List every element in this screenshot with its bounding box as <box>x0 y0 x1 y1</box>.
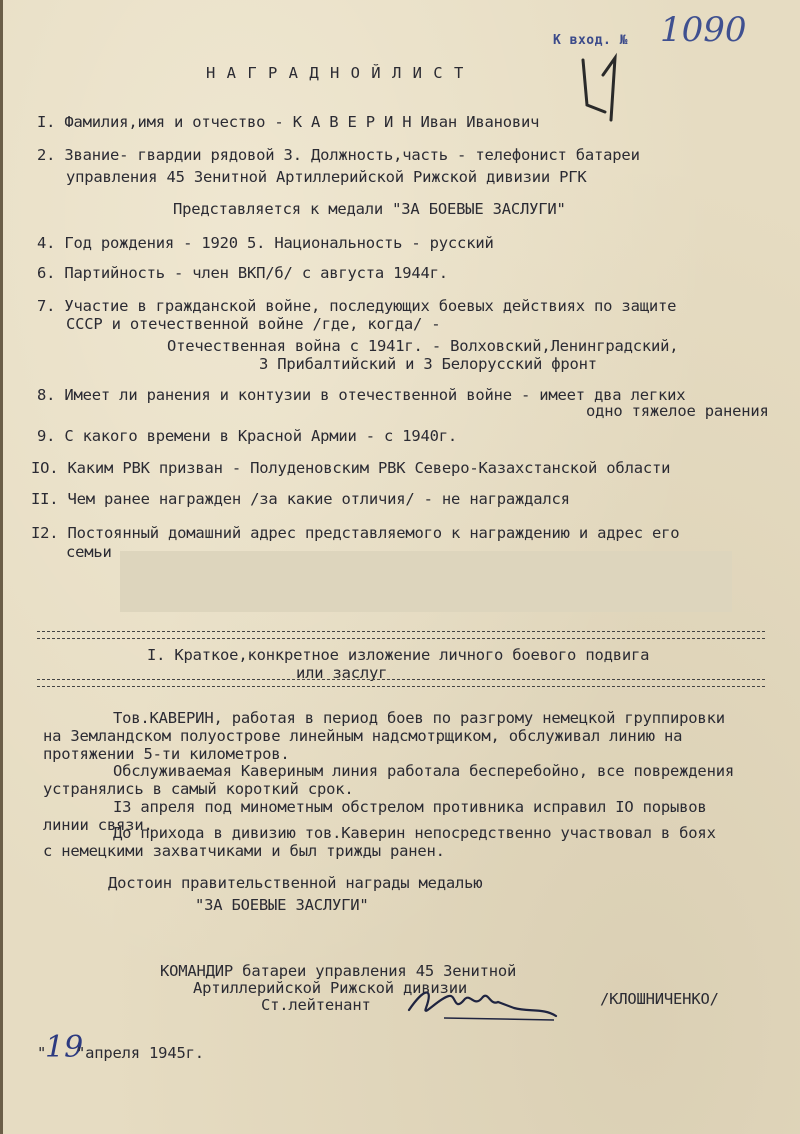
redacted-address <box>120 551 732 612</box>
item-7-question-cont: СССР и отечественной войне /где, когда/ - <box>66 315 441 333</box>
narrative-line: Обслуживаемая Кавериным линия работала бесперебойно, все повреждения <box>113 762 734 780</box>
date-day: 19 <box>45 1030 84 1065</box>
award-recommendation: Достоин правительственной награды медалью <box>108 874 483 892</box>
narrative-line: I3 апреля под минометным обстрелом противника исправил IO порывов <box>113 798 707 816</box>
date-quote: " <box>37 1044 47 1062</box>
item-12-home-address: I2. Постоянный домашний адрес представляемого к награждению и адрес его <box>31 524 680 542</box>
item-1-full-name: I. Фамилия,имя и отчество - К А В Е Р И Н Иван Иванович <box>37 113 540 131</box>
narrative-line: на Земландском полуострове линейным надсмотрщиком, обслуживал линию на <box>43 727 683 745</box>
signatory-title: КОМАНДИР батареи управления 45 Зенитной <box>160 962 517 980</box>
double-rule-top <box>37 631 765 639</box>
narrative-line: с немецкими захватчиками и был трижды ранен. <box>43 842 445 860</box>
item-9-service-since: 9. С какого времени в Красной Армии - с 1940г. <box>37 427 458 445</box>
date-month-year: "апреля 1945г. <box>76 1044 204 1062</box>
section-title: I. Краткое,конкретное изложение личного боевого подвига <box>147 646 650 664</box>
section-title-cont: или заслуг <box>296 664 388 682</box>
item-11-previous-awards: II. Чем ранее награжден /за какие отличия/ - не награждался <box>31 490 570 508</box>
narrative-line: До прихода в дивизию тов.Каверин непосредственно участвовал в боях <box>113 824 716 842</box>
item-7-question: 7. Участие в гражданской войне, последующих боевых действиях по защите <box>37 297 677 315</box>
item-7-answer-cont: 3 Прибалтийский и 3 Белорусский фронт <box>259 355 597 373</box>
medal-nomination: Представляется к медали "ЗА БОЕВЫЕ ЗАСЛУГИ" <box>173 200 566 218</box>
narrative-line: линии связи. <box>43 816 153 834</box>
document-title: Н А Г Р А Д Н О Й Л И С Т <box>206 64 465 82</box>
item-4-birth-year-nationality: 4. Год рождения - 1920 5. Национальность - русский <box>37 234 494 252</box>
item-12-family: семьи <box>66 543 112 561</box>
double-rule-bottom <box>37 679 765 687</box>
page-edge <box>0 0 3 1134</box>
signatory-name: /КЛОШНИЧЕНКО/ <box>600 990 719 1008</box>
item-2-rank-position: 2. Звание- гвардии рядовой 3. Должность,часть - телефонист батареи <box>37 146 640 164</box>
narrative-line: Тов.КАВЕРИН, работая в период боев по разгрому немецкой группировки <box>113 709 725 727</box>
item-7-answer: Отечественная война с 1941г. - Волховский,Ленинградский, <box>167 337 679 355</box>
item-10-draft-office: IO. Каким РВК призван - Полуденовским РВК Северо-Казахстанской области <box>31 459 671 477</box>
resolution-mark-icon <box>575 50 625 130</box>
incoming-stamp: К вход. № <box>553 33 628 48</box>
award-name: "ЗА БОЕВЫЕ ЗАСЛУГИ" <box>195 896 369 914</box>
item-2-unit: управления 45 Зенитной Артиллерийской Рижской дивизии РГК <box>66 168 587 186</box>
item-8-wounds-cont: одно тяжелое ранения <box>586 402 769 420</box>
narrative-line: протяжении 5-ти километров. <box>43 745 290 763</box>
handwritten-signature-icon <box>404 978 564 1028</box>
item-6-party: 6. Партийность - член ВКП/б/ с августа 1944г. <box>37 264 448 282</box>
signatory-rank: Ст.лейтенант <box>261 996 371 1014</box>
narrative-line: устранялись в самый короткий срок. <box>43 780 354 798</box>
item-8-wounds: 8. Имеет ли ранения и контузии в отечественной войне - имеет два легких <box>37 386 686 404</box>
signatory-title-cont: Артиллерийской Рижской дивизии <box>193 979 467 997</box>
incoming-number: 1090 <box>660 10 747 50</box>
